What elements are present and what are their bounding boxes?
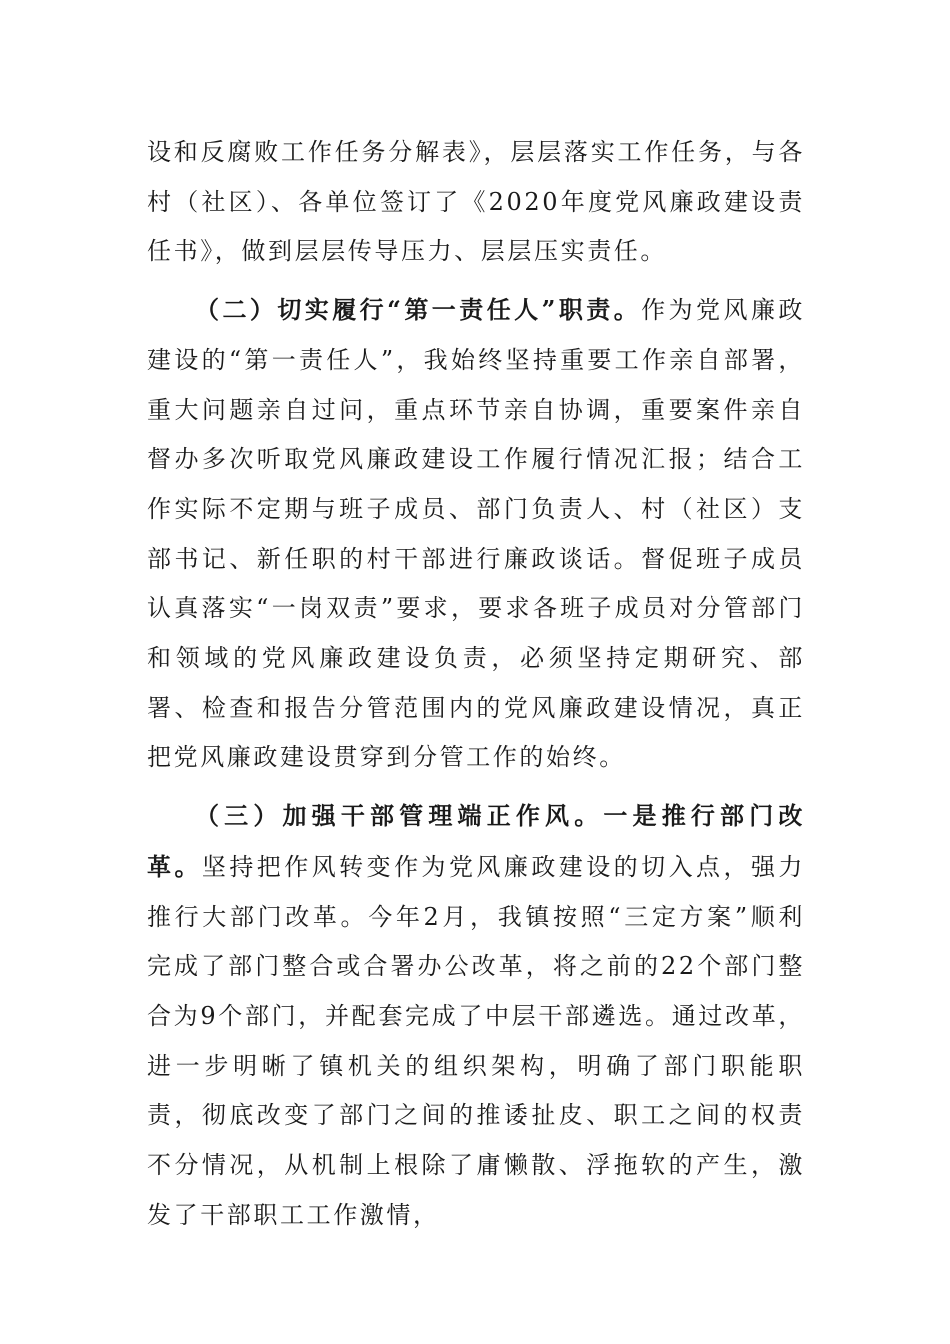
paragraph-section-three bbox=[147, 791, 805, 1240]
document-body bbox=[147, 128, 805, 1240]
paragraph-text: 坚持把作风转变作为党风廉政建设的切入点，强力推行大部门改革。今年2月，我镇按照“三定方案”顺利完成了部门整合或合署办公改革，将之前的22个部门整合为9个部门，并配套完成了中层干部遴选。通过改革，进一步明晰了镇机关的组织架构，明确了部门职能职责，彻底改变了部门之间的推诿扯皮、职工之间的权责不分情况，从机制上根除了庸懒散、浮拖软的产生，激发了干部职工工作激情， bbox=[147, 852, 805, 1229]
paragraph-section-two bbox=[147, 285, 805, 783]
section-heading: （三）加强干部管理端正作风。 bbox=[195, 801, 604, 831]
paragraph-text: 设和反腐败工作任务分解表》，层层落实工作任务，与各村（社区）、各单位签订了《2020年度党风廉政建设责任书》，做到层层传导压力、层层压实责任。 bbox=[147, 138, 805, 266]
paragraph-text: 作为党风廉政建设的“第一责任人”，我始终坚持重要工作亲自部署，重大问题亲自过问，重点环节亲自协调，重要案件亲自督办多次听取党风廉政建设工作履行情况汇报；结合工作实际不定期与班子成员、部门负责人、村（社区）支部书记、新任职的村干部进行廉政谈话。督促班子成员认真落实“一岗双责”要求，要求各班子成员对分管部门和领域的党风廉政建设负责，必须坚持定期研究、部署、检查和报告分管范围内的党风廉政建设情况，真正把党风廉政建设贯穿到分管工作的始终。 bbox=[147, 296, 805, 772]
paragraph-continuation bbox=[147, 128, 805, 277]
section-subheading: 一是推行部门改革。 bbox=[147, 801, 805, 881]
section-heading: （二）切实履行“第一责任人”职责。 bbox=[195, 295, 642, 325]
